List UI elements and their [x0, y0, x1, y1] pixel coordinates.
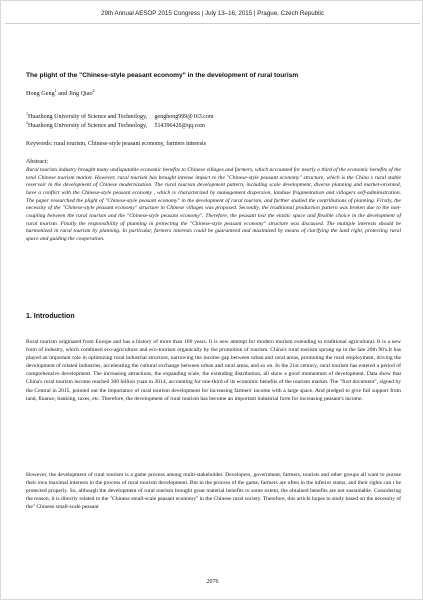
affiliation-1-sup: 1 [26, 111, 28, 116]
abstract-label: Abstract: [26, 159, 48, 165]
author-2-sup: 2 [92, 87, 95, 93]
running-header: 29th Annual AESOP 2015 Congress | July 13–16, 2015 | Prague, Czech Republic [101, 10, 324, 17]
affiliation-1-text: Huazhong University of Science and Technology, genghong999@163.com [28, 114, 214, 120]
paper-title: The plight of the "Chinese-style peasant economy" in the development of rural tourism [26, 72, 299, 79]
paragraph-1: Rural tourism originated from Europe and has a history of more than 100 years. It is new attempt for modern tourism extending to traditional agricultural. It is a new form of industry, which combined eco-agriculture and eco-tourism organically by the promotion of tourism. China's rural tourism sprung up in the late 20th 90's.It has played an important role in optimizing rural industrial structure, narrowing the income gap between urban and rural areas, promoting the rural employment, driving the development of related industries, accelerating the cultural exchange between urban and rural areas, and so on. In the 21st century, rural tourism has entered a period of comprehensive development. The increasing attractions, the expanding scale, the extending distribution, all show a good momentum of development. Data show that China's rural tourism income reached 300 billion yuan in 2014, accounting for one-third of its economic benefits of the tourism market. The "first document", signed by the Central in 2015, pointed out the importance of rural tourism development for increasing farmers' income with a large space. And pledged to give full support from land, finance, banking, taxes, etc. Therefore, the development of rural tourism has become an important industrial form for increasing peasant's income. [26, 339, 401, 402]
affiliation-2-sup: 2 [26, 120, 28, 125]
author-1-sup: 1 [54, 87, 57, 93]
abstract-body: Rural tourism industry brought many undisputable economic benefits to Chinese villages and farmers, which accounted for nearly a third of the economic benefits of the total Chinese tourism market. However, rural tourism has brought intense impact to the "Chinese-style peasant economy" structure, which is the China s rural stable reservoir in the development of Chinese modernization. The rural tourism development pattern, including scale development, diverse planning and market-oriented, have a conflict with the Chinese-style peasant economy , which is characterized by management dispersion, landuse fragmentation and villagers self-administration. The paper researched the plight of "Chinese-style peasant economy" in the development of rural tourism, and further studied the contributions of planning. Firstly, the necessity of the "Chinese-style peasant economy" structure in Chinese villages was proposed. Secondly, the traditional production pattern was broken due to the non-coupling between the rural tourism and the "Chinese-style peasant economy". Therefore, the peasant lost the elastic space and flexible choice in the development of rural tourism. Finally the responsibility of planning in protecting the "Chinese-style peasant economy" structure was discussed. The multiple interests should be harmonized in rural tourism by planning. In particular, farmers interests could be guaranteed and maximized by means of clarifying the land right, protecting rural space and guiding the cooperation. [26, 167, 401, 242]
author-2: and Jing Qiao [56, 90, 93, 97]
author-line [26, 87, 95, 97]
page-number: 2076 [206, 579, 219, 585]
affiliation-1 [26, 111, 214, 120]
header-rule [5, 23, 420, 24]
paragraph-2: However, the development of rural tourism is a game process among multi-stakeholder. Developers, government, farmers, tourists and other groups all want to pursue their own maximal interests in the process of rural tourism development. But in the process of the game, farmers are often in the inferior status, and their rights can t be protected properly. So, although the development of rural tourism brought great material benefits to some extent, the obtained benefits are not sustainable. Considering the reason, it is directly related to the "Chinese small-scale peasant economy" in the Chinese rural society. Therefore, this article hopes to study based on the necessity of the" Chinese small-scale peasant [26, 472, 401, 511]
affiliation-2 [26, 120, 205, 129]
section-heading-introduction: 1. Introduction [26, 313, 75, 320]
keywords: Keywords: rural tourism, Chinese-style peasant economy, farmers interests [26, 141, 207, 147]
affiliation-2-text: Huazhong University of Science and Technology, 514396426@qq.com [28, 123, 205, 129]
author-1: Hong Geng [26, 90, 55, 97]
